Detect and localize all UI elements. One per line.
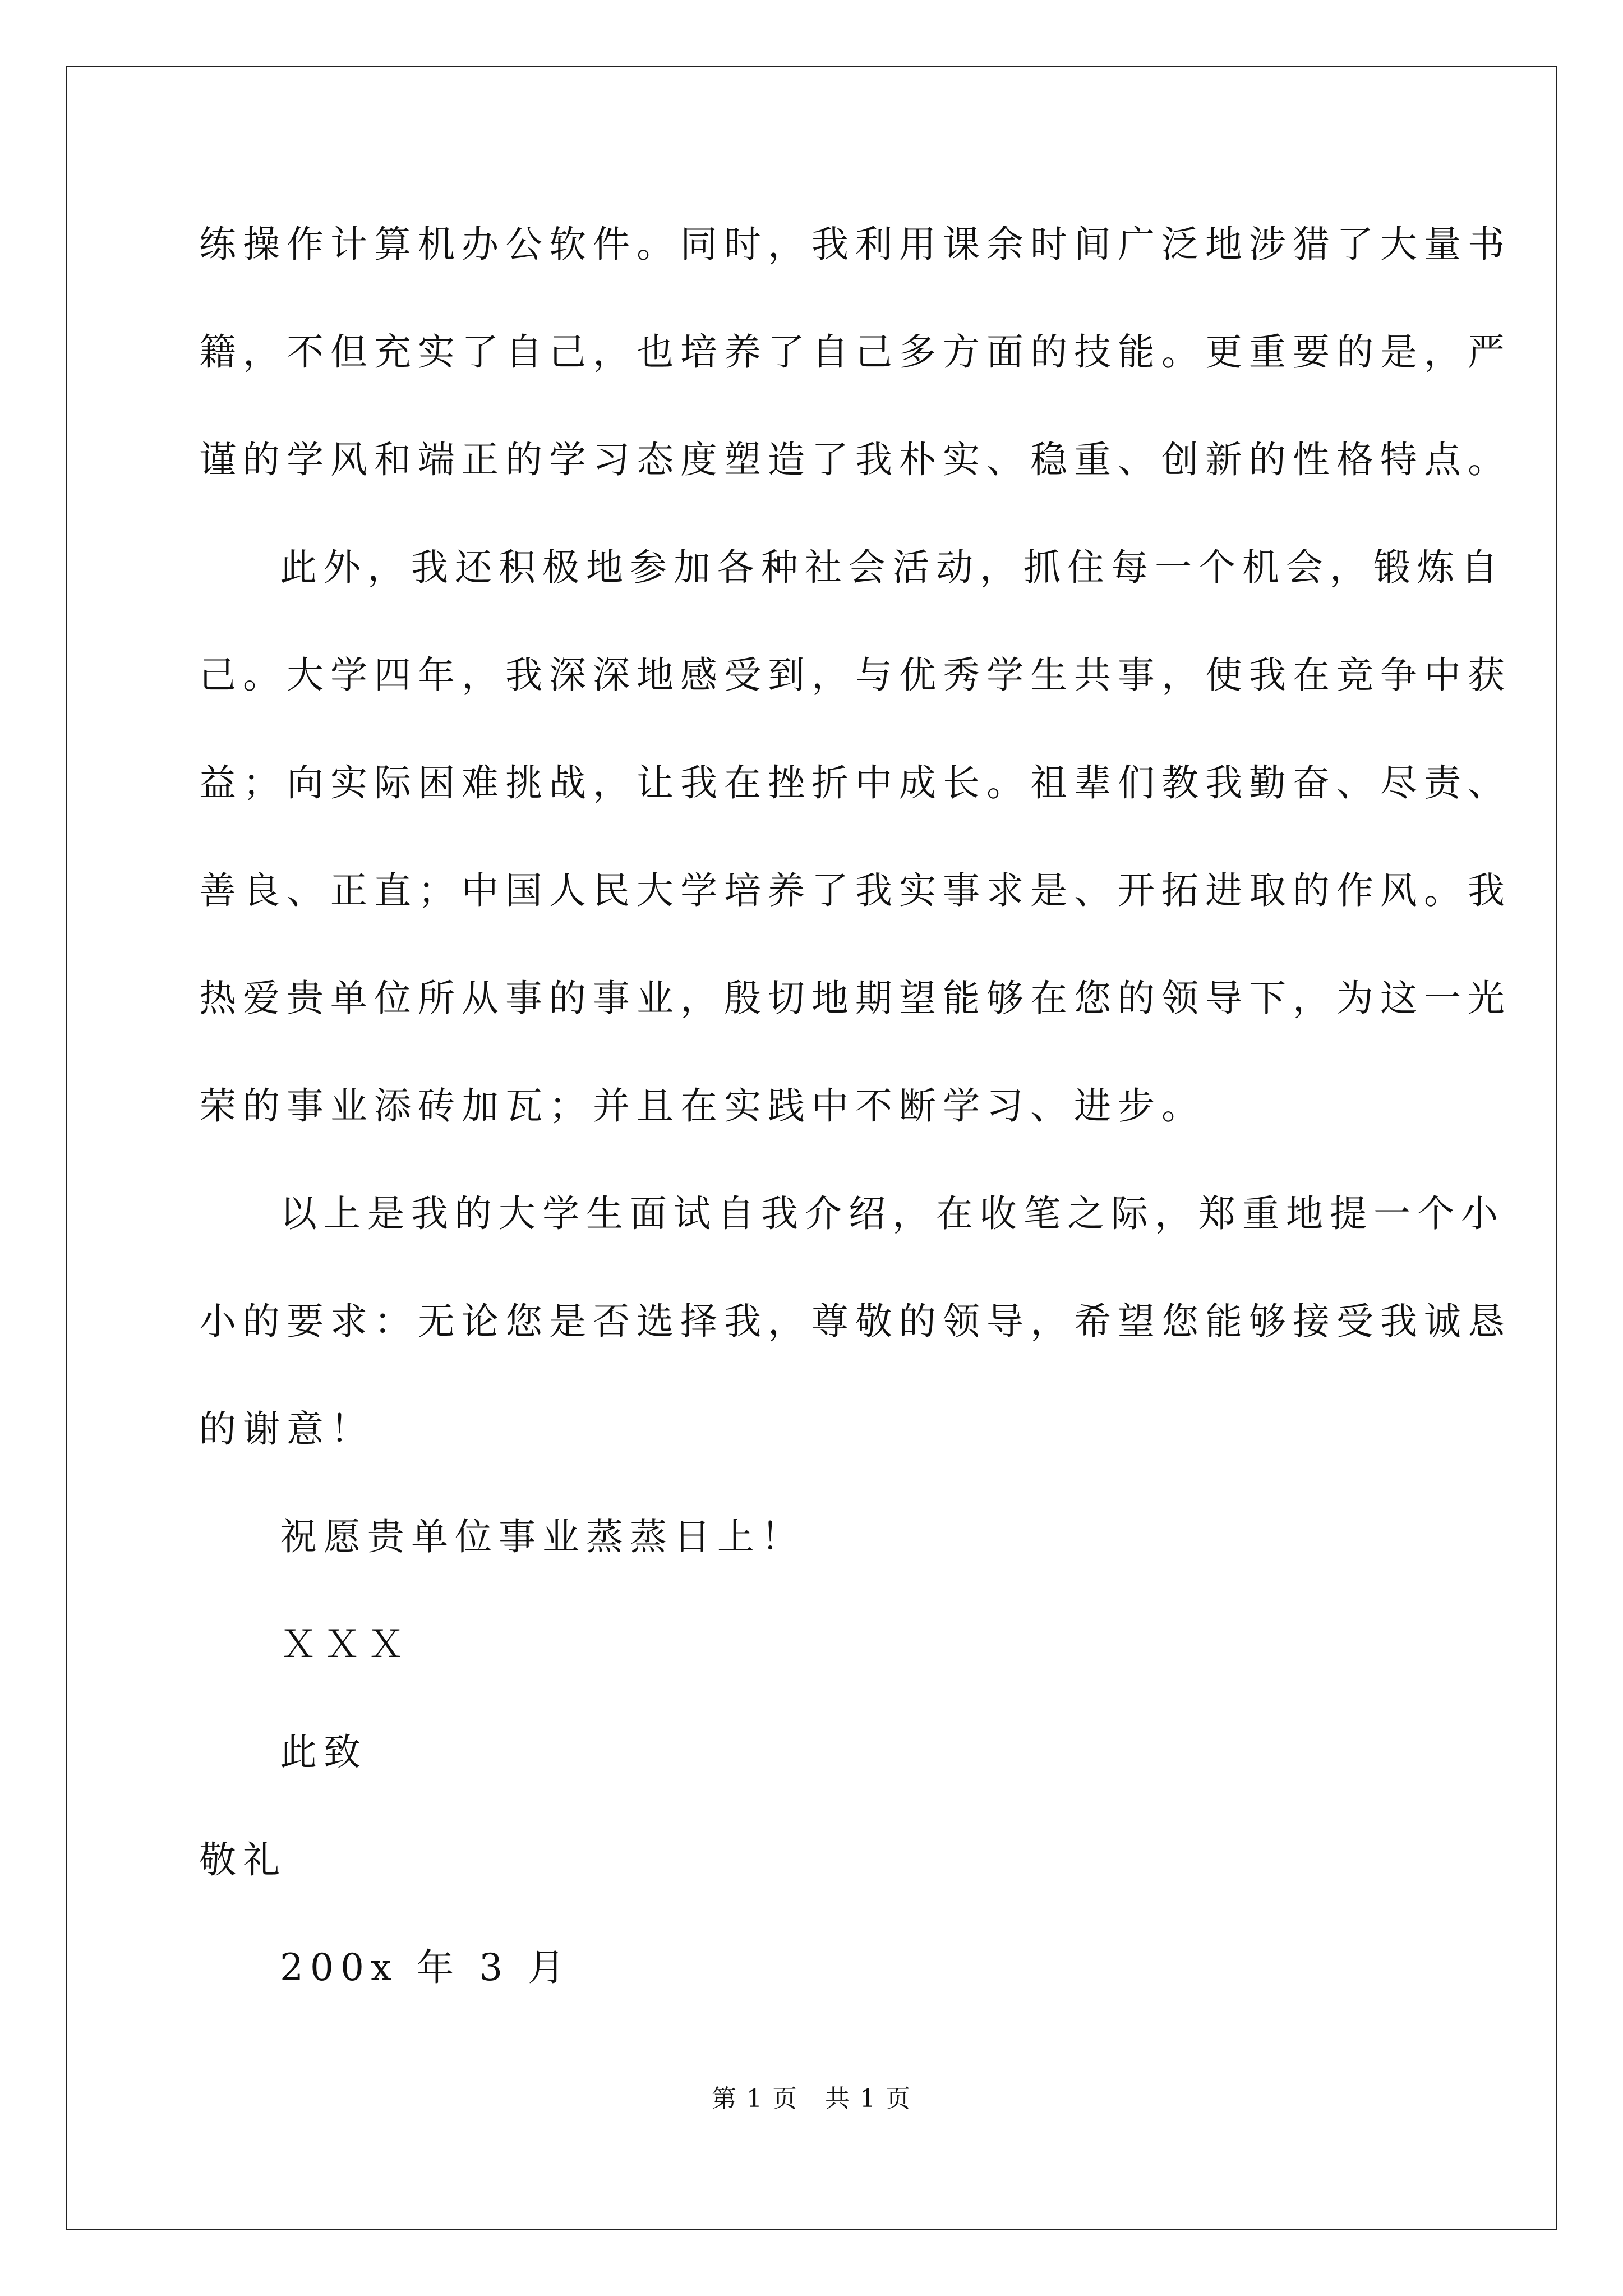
text-line: 籍，不但充实了自己，也培养了自己多方面的技能。更重要的是，严 — [199, 330, 1511, 374]
text-line: 益；向实际困难挑战，让我在挫折中成长。祖辈们教我勤奋、尽责、 — [199, 761, 1511, 804]
page-footer: 第 1 页 共 1 页 — [712, 2085, 911, 2113]
text-line: 己。大学四年，我深深地感受到，与优秀学生共事，使我在竞争中获 — [199, 654, 1511, 697]
text-line: 荣的事业添砖加瓦；并且在实践中不断学习、进步。 — [199, 1084, 1205, 1128]
signature: ＸＸＸ — [280, 1623, 411, 1666]
paragraph-start-line: 以上是我的大学生面试自我介绍，在收笔之际，郑重地提一个小 — [280, 1192, 1505, 1235]
salutation-cizhi: 此致 — [280, 1731, 367, 1774]
date: 200x 年 3 月 — [280, 1946, 572, 1989]
closing-wish: 祝愿贵单位事业蒸蒸日上！ — [280, 1515, 805, 1558]
text-line: 善良、正直；中国人民大学培养了我实事求是、开拓进取的作风。我 — [199, 869, 1511, 912]
text-line: 的谢意！ — [199, 1407, 374, 1451]
text-line: 谨的学风和端正的学习态度塑造了我朴实、稳重、创新的性格特点。 — [199, 438, 1511, 481]
salutation-jingli: 敬礼 — [199, 1838, 287, 1881]
text-line: 练操作计算机办公软件。同时，我利用课余时间广泛地涉猎了大量书 — [199, 223, 1511, 266]
document-body — [199, 191, 1511, 2022]
paragraph-start-line: 此外，我还积极地参加各种社会活动，抓住每一个机会，锻炼自 — [280, 546, 1505, 589]
text-line: 小的要求：无论您是否选择我，尊敬的领导，希望您能够接受我诚恳 — [199, 1300, 1511, 1343]
text-line: 热爱贵单位所从事的事业，殷切地期望能够在您的领导下，为这一光 — [199, 977, 1511, 1020]
